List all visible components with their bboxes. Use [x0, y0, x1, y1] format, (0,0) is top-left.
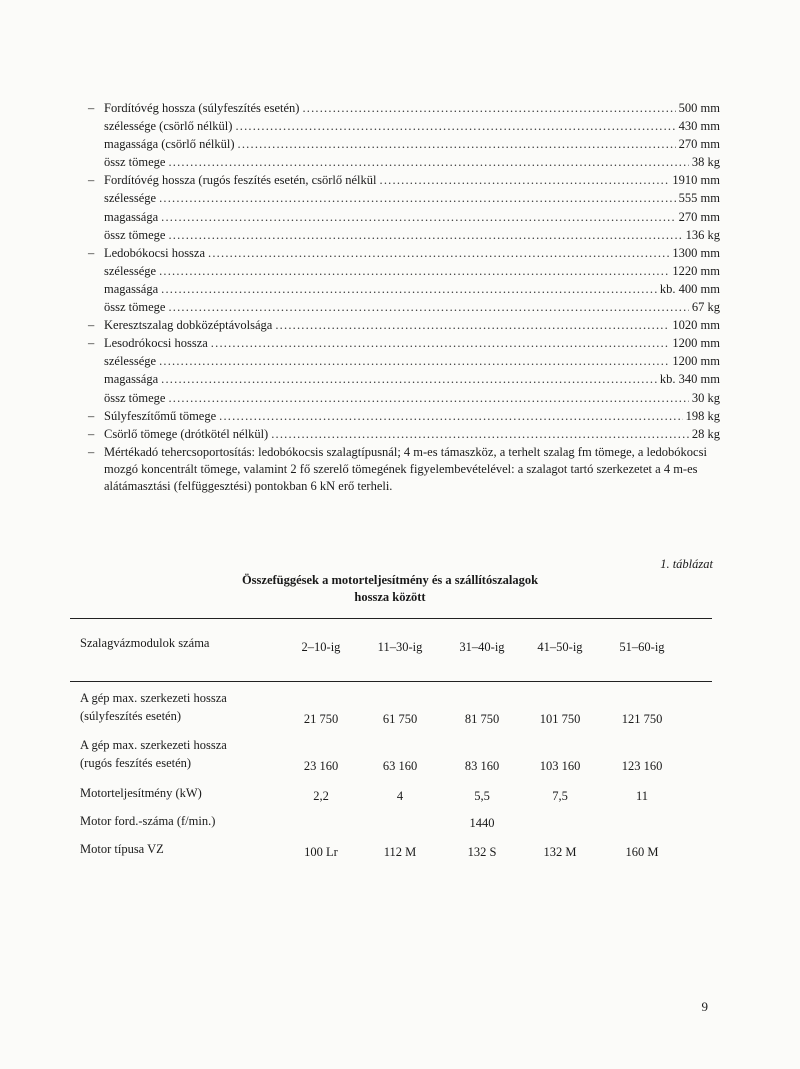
table-cell: 11: [635, 789, 649, 803]
leader-dots: [168, 389, 688, 407]
table-cell: 112 M: [383, 845, 417, 859]
spec-row: [88, 117, 720, 135]
table-cell: 21 750: [303, 712, 339, 726]
spec-value: 430 mm: [678, 119, 720, 134]
row-label-line: Motorteljesítmény (kW): [80, 786, 202, 800]
table-cell: 5,5: [474, 789, 490, 803]
table-header-label: Szalagvázmodulok száma: [80, 636, 210, 650]
leader-dots: [211, 334, 670, 352]
bullet-dash: –: [88, 101, 95, 115]
row-label: [80, 840, 164, 858]
leader-dots: [161, 280, 657, 298]
table-top-rule: [70, 618, 712, 619]
table-cell: 160 M: [625, 845, 659, 859]
spec-label: szélessége: [104, 263, 157, 278]
bullet-dash: –: [88, 245, 95, 260]
spec-label: szélessége: [104, 191, 157, 206]
spec-row: [88, 407, 720, 425]
spec-value: 270 mm: [678, 137, 720, 152]
spec-value: kb. 340 mm: [659, 372, 720, 387]
table-cell: 103 160: [539, 759, 581, 773]
spec-value: 198 kg: [685, 408, 720, 423]
spec-value: 270 mm: [678, 209, 720, 224]
spec-label: Keresztszalag dobközéptávolsága: [104, 318, 273, 333]
spec-row: [88, 370, 720, 388]
spec-value: 136 kg: [685, 227, 720, 242]
bullet-dash: –: [88, 336, 95, 351]
table-caption: 1. táblázat: [660, 557, 713, 571]
row-label-line: Motor ford.-száma (f/min.): [80, 814, 216, 828]
leader-dots: [275, 316, 669, 334]
table-cell: 101 750: [539, 712, 581, 726]
spec-label: szélessége: [104, 354, 157, 369]
row-label: [80, 784, 202, 802]
spec-value: 1200 mm: [672, 336, 720, 351]
table-cell: 123 160: [621, 759, 663, 773]
spec-value: 500 mm: [678, 101, 720, 115]
spec-value: 30 kg: [691, 390, 720, 405]
spec-label: Lesodrókocsi hossza: [104, 336, 208, 351]
spec-row: [88, 425, 720, 443]
column-header: 51–60-ig: [619, 640, 665, 654]
row-label: [80, 736, 227, 772]
spec-row: [88, 334, 720, 352]
spec-row: [88, 389, 720, 407]
leader-dots: [302, 99, 675, 117]
leader-dots: [235, 117, 675, 135]
spec-row: [88, 189, 720, 207]
bullet-dash: –: [88, 444, 95, 459]
spec-row: [88, 208, 720, 226]
spec-row: [88, 352, 720, 370]
spec-row: [88, 280, 720, 298]
table-title-line2: hossza között: [354, 590, 426, 604]
row-label-line: (rugós feszítés esetén): [80, 756, 192, 770]
spec-row: [88, 226, 720, 244]
spec-value: kb. 400 mm: [659, 281, 720, 296]
row-label-line: Motor típusa VZ: [80, 842, 164, 856]
spec-row: [88, 99, 720, 117]
leader-dots: [380, 171, 670, 189]
table-cell: 61 750: [382, 712, 418, 726]
table-cell: 7,5: [552, 789, 568, 803]
column-header: 31–40-ig: [459, 640, 505, 654]
table-cell: 23 160: [303, 759, 339, 773]
leader-dots: [159, 262, 669, 280]
spec-value: 1220 mm: [672, 263, 720, 278]
spec-label: Csörlő tömege (drótkötél nélkül): [104, 426, 269, 441]
spec-label: magassága: [104, 372, 159, 387]
spec-value: 1300 mm: [672, 245, 720, 260]
leader-dots: [219, 407, 682, 425]
row-label: [80, 689, 227, 725]
spec-row: [88, 262, 720, 280]
table-title-line1: Összefüggések a motorteljesítmény és a szállítószalagok: [241, 573, 539, 587]
spec-row: [88, 316, 720, 334]
row-label-line: A gép max. szerkezeti hossza: [80, 691, 227, 705]
row-label-line: (súlyfeszítés esetén): [80, 709, 182, 723]
spec-row: [88, 135, 720, 153]
table-cell: 121 750: [621, 712, 663, 726]
spec-label: össz tömege: [104, 155, 166, 170]
table-cell: 63 160: [382, 759, 418, 773]
spec-value: 67 kg: [691, 300, 720, 315]
column-header: 11–30-ig: [377, 640, 423, 654]
row-label: [80, 812, 215, 830]
leader-dots: [161, 208, 676, 226]
spec-label: szélessége (csörlő nélkül): [104, 119, 233, 134]
bullet-dash: –: [88, 318, 95, 333]
bullet-dash: –: [88, 426, 95, 441]
table-cell: 100 Lr: [304, 845, 338, 859]
table-cell: 83 160: [464, 759, 500, 773]
spec-value: 555 mm: [678, 191, 720, 206]
spec-label: magassága: [104, 281, 159, 296]
spec-label: össz tömege: [104, 227, 166, 242]
leader-dots: [271, 425, 689, 443]
spec-label: magassága: [104, 209, 159, 224]
bullet-dash: –: [88, 408, 95, 423]
leader-dots: [159, 189, 676, 207]
spec-value: 1200 mm: [672, 354, 720, 369]
row-label-line: A gép max. szerkezeti hossza: [80, 738, 227, 752]
table-cell: 132 M: [543, 845, 577, 859]
column-header: 2–10-ig: [301, 640, 341, 654]
spec-row: [88, 153, 720, 171]
load-note: [88, 444, 720, 495]
spec-value: 1910 mm: [672, 173, 720, 188]
spec-value: 38 kg: [691, 155, 720, 170]
spec-value: 1020 mm: [672, 318, 720, 333]
leader-dots: [168, 298, 688, 316]
spec-label: Fordítóvég hossza (rugós feszítés esetén, csörlő nélkül: [104, 173, 377, 188]
leader-dots: [208, 244, 669, 262]
page-number: 9: [701, 999, 708, 1014]
spec-value: 28 kg: [691, 426, 720, 441]
spec-row: [88, 244, 720, 262]
spec-label: össz tömege: [104, 300, 166, 315]
table-cell: 2,2: [313, 789, 329, 803]
spec-label: magassága (csörlő nélkül): [104, 137, 235, 152]
leader-dots: [168, 153, 688, 171]
table-cell: 132 S: [467, 845, 497, 859]
spec-row: [88, 298, 720, 316]
spec-label: össz tömege: [104, 390, 166, 405]
spec-list: [88, 99, 720, 495]
spec-label: Súlyfeszítőmű tömege: [104, 408, 217, 423]
leader-dots: [168, 226, 682, 244]
leader-dots: [159, 352, 669, 370]
spec-row: [88, 171, 720, 189]
table-cell: 81 750: [464, 712, 500, 726]
leader-dots: [161, 370, 657, 388]
spec-label: Ledobókocsi hossza: [104, 245, 206, 260]
table-cell: 4: [396, 789, 404, 803]
column-header: 41–50-ig: [537, 640, 583, 654]
bullet-dash: –: [88, 173, 95, 188]
table-header-rule: [70, 681, 712, 682]
leader-dots: [238, 135, 676, 153]
table-title: [200, 572, 580, 606]
spec-label: Fordítóvég hossza (súlyfeszítés esetén): [104, 101, 300, 115]
load-note-text: Mértékadó tehercsoportosítás: ledobókocsis szalagtípusnál; 4 m-es támaszköz, a terhelt szalag fm tömege, a ledobókocsi mozgó koncentrált tömege, valamint 2 fő szerelő tömegének figyelembevételével: a szalagot tartó szerkezetet a 4 m-es alátámasztási (felfüggesztési) pontokban 6 kN erő terheli.: [104, 444, 707, 493]
table-cell: 1440: [469, 816, 495, 830]
